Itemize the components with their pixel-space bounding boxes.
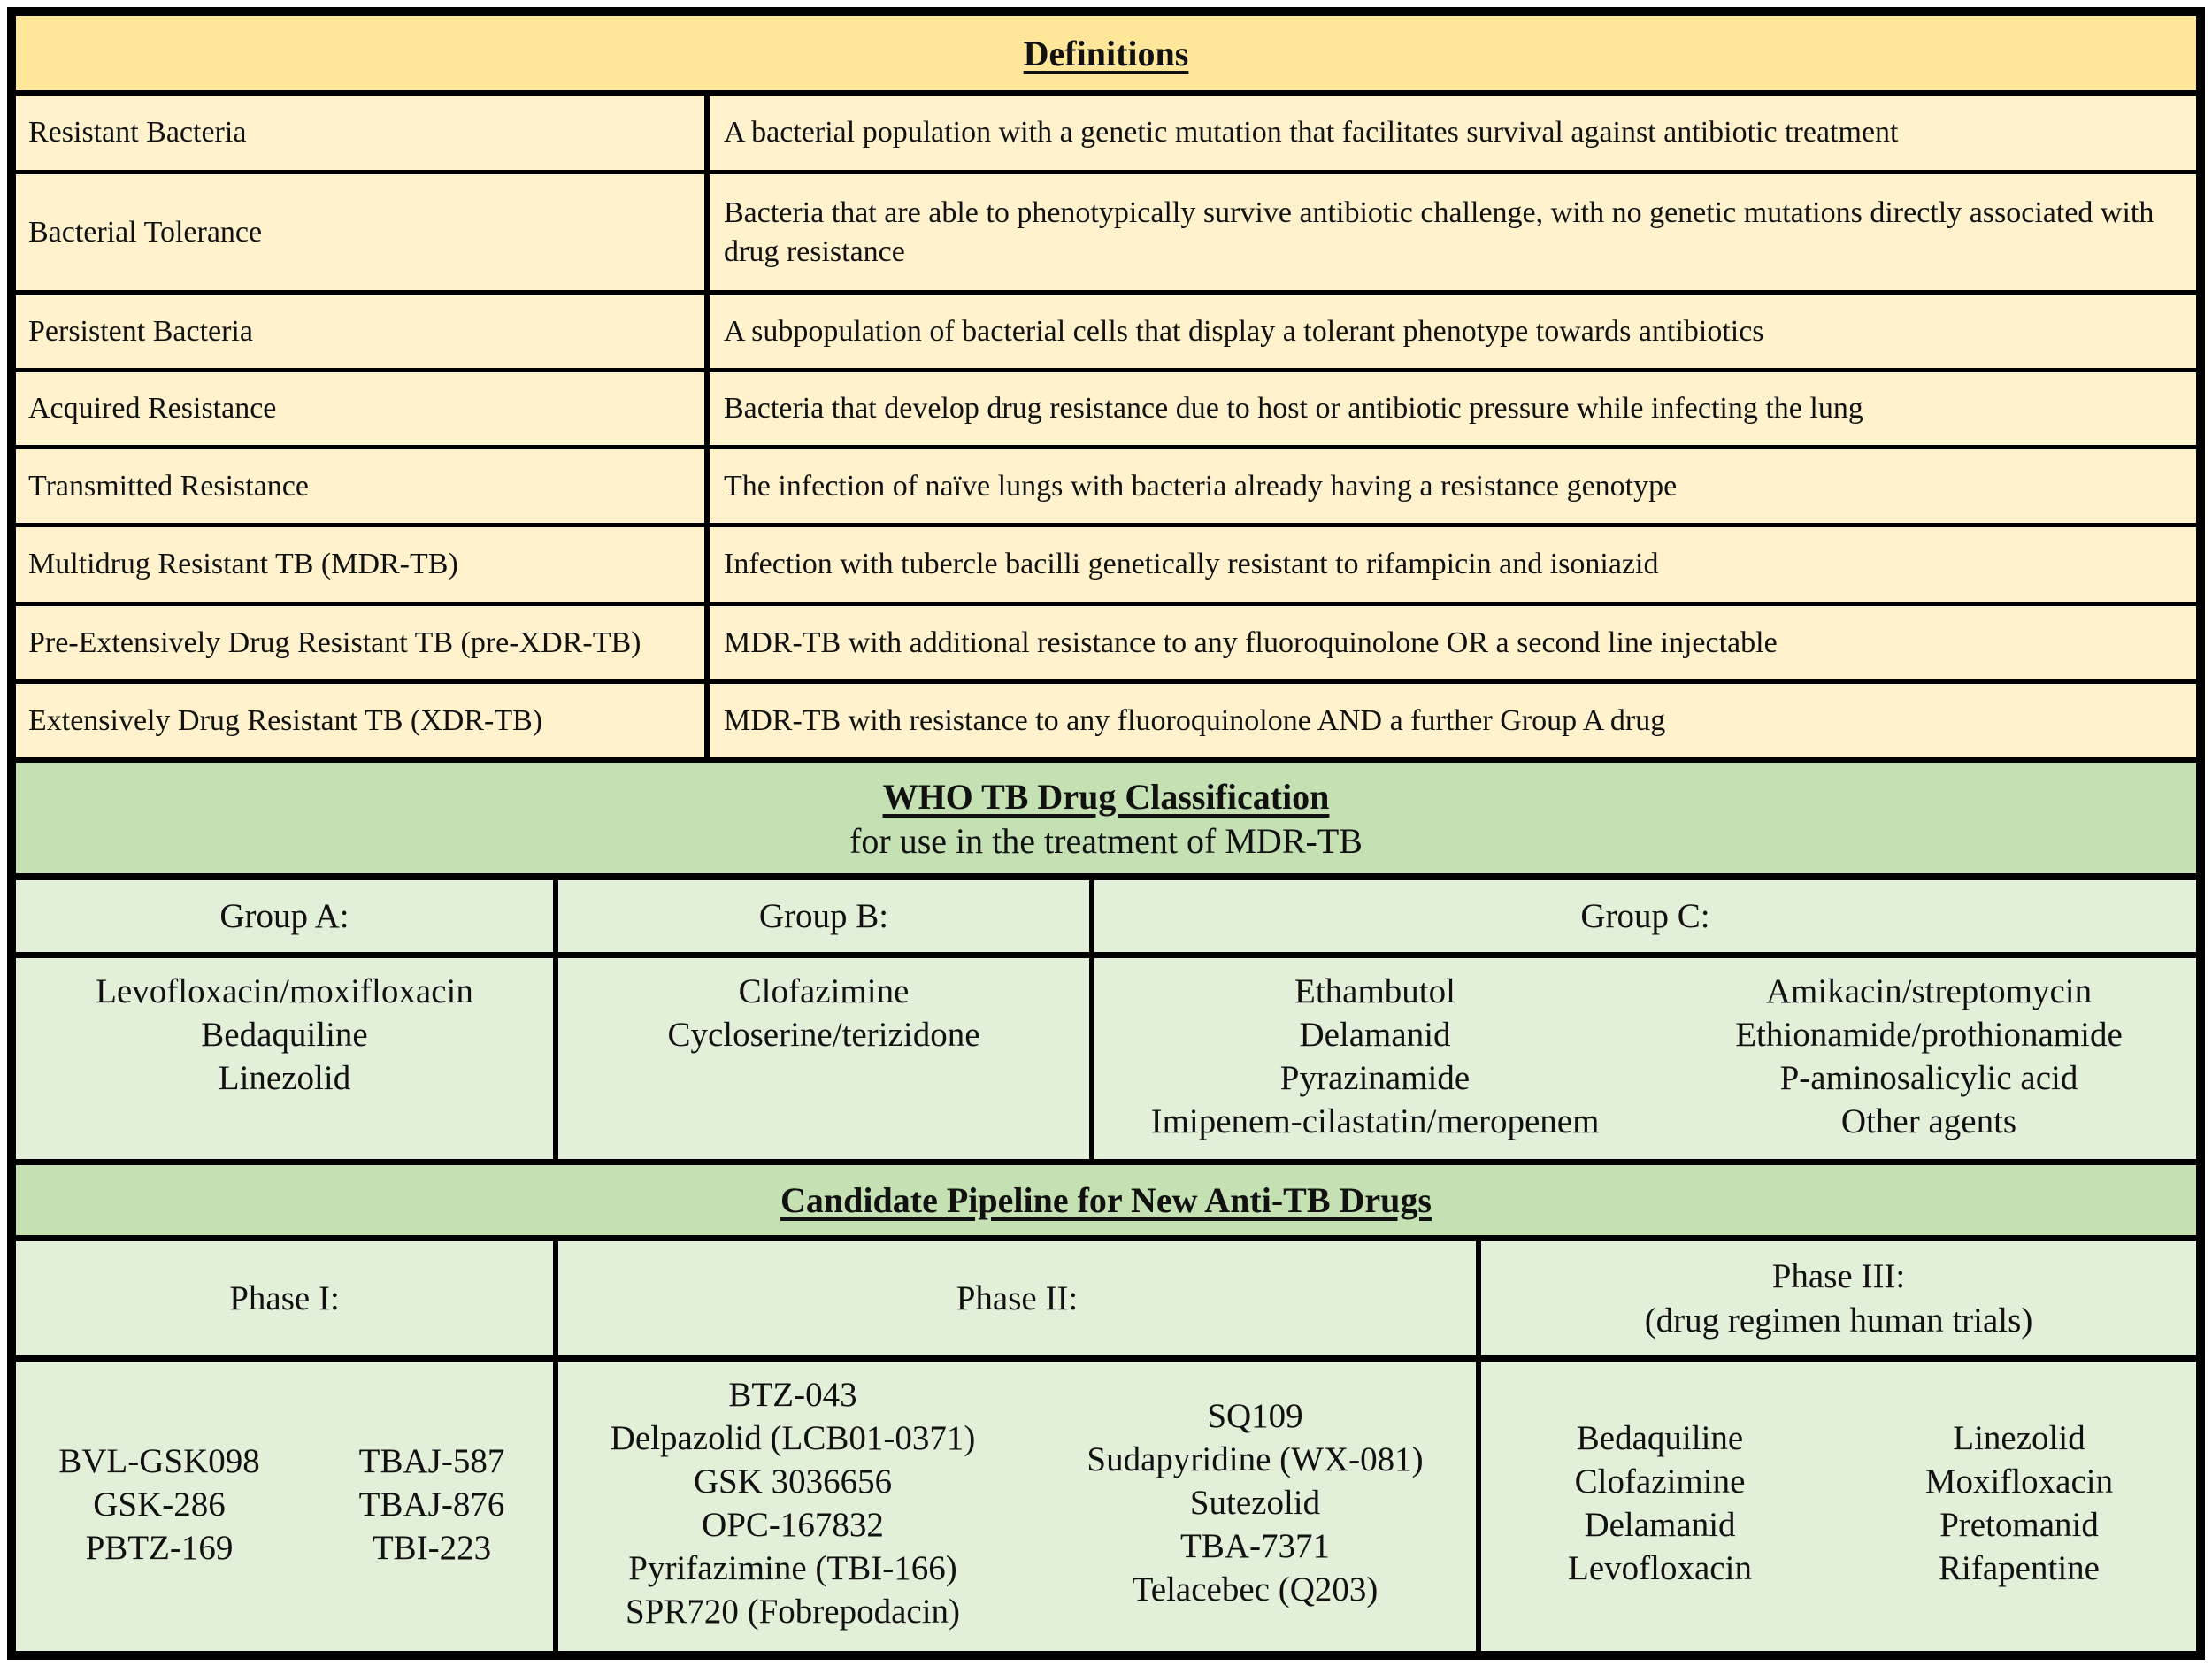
drug-item: Imipenem-cilastatin/meropenem: [1150, 1102, 1600, 1140]
drug-item: P-aminosalicylic acid: [1779, 1059, 2078, 1097]
definition-term: Resistant Bacteria: [16, 96, 704, 170]
drug-item: Pyrazinamide: [1279, 1059, 1471, 1097]
drug-item: Delamanid: [1299, 1016, 1451, 1054]
drug-item: Pyrifazimine (TBI-166): [628, 1549, 957, 1587]
phase-2-drugs-left: [567, 1373, 1018, 1633]
group-c-body: [1094, 958, 2196, 1159]
definition-term: Acquired Resistance: [16, 372, 704, 445]
group-c-header: [1094, 880, 2196, 952]
group-a-header: [16, 880, 553, 952]
drug-item: Levofloxacin/moxifloxacin: [96, 972, 473, 1010]
drug-item: TBAJ-587: [358, 1442, 505, 1480]
phase-3-header: [1481, 1241, 2196, 1355]
who-title: WHO TB Drug Classification: [882, 776, 1330, 817]
drug-item: Clofazimine: [738, 972, 910, 1010]
drug-item: Delamanid: [1584, 1506, 1736, 1544]
definition-term: Multidrug Resistant TB (MDR-TB): [16, 527, 704, 602]
pipeline-title: Candidate Pipeline for New Anti-TB Drugs: [780, 1180, 1432, 1220]
phase-3-body: [1481, 1362, 2196, 1651]
drug-item: TBAJ-876: [358, 1486, 505, 1524]
group-b-header: [558, 880, 1089, 952]
drug-item: SQ109: [1207, 1397, 1303, 1435]
drug-item: Sudapyridine (WX-081): [1087, 1440, 1424, 1478]
drug-item: BTZ-043: [728, 1376, 857, 1414]
phase-1-drugs-right: [308, 1440, 556, 1570]
phase-1-body: [16, 1362, 553, 1651]
drug-item: GSK 3036656: [693, 1463, 893, 1501]
drug-item: TBI-223: [372, 1529, 492, 1567]
group-c-drugs-right: [1655, 970, 2202, 1143]
drug-item: Amikacin/streptomycin: [1765, 972, 2093, 1010]
group-c-drugs-left: [1094, 970, 1655, 1143]
drug-item: Rifapentine: [1939, 1549, 2100, 1587]
drug-item: PBTZ-169: [85, 1529, 234, 1567]
group-a-drugs: [16, 970, 553, 1100]
definition-term: Pre-Extensively Drug Resistant TB (pre-XDR-TB): [16, 606, 704, 679]
drug-item: Telacebec (Q203): [1132, 1570, 1379, 1608]
drug-item: Other agents: [1840, 1102, 2017, 1140]
definition-text: MDR-TB with resistance to any fluoroquinolone AND a further Group A drug: [710, 684, 2196, 757]
drug-item: Ethambutol: [1294, 972, 1455, 1010]
group-a-label: Group A:: [219, 896, 349, 935]
drug-item: Bedaquiline: [1576, 1419, 1744, 1457]
definition-term: Persistent Bacteria: [16, 295, 704, 368]
group-b-drugs: [558, 970, 1089, 1056]
pipeline-header: [16, 1165, 2196, 1235]
drug-item: Linezolid: [218, 1059, 351, 1097]
drug-item: GSK-286: [93, 1486, 226, 1524]
phase-3-label: Phase III:: [1771, 1256, 1906, 1295]
drug-item: Delpazolid (LCB01-0371): [610, 1419, 976, 1457]
group-a-body: [16, 958, 553, 1159]
phase-1-label: Phase I:: [229, 1278, 340, 1317]
drug-item: TBA-7371: [1180, 1527, 1330, 1565]
drug-item: Cycloserine/terizidone: [667, 1016, 980, 1054]
phase-2-body: [558, 1362, 1476, 1651]
definitions-header: [16, 16, 2196, 90]
definition-term: Extensively Drug Resistant TB (XDR-TB): [16, 684, 704, 757]
drug-item: Pretomanid: [1939, 1506, 2099, 1544]
definition-text: Bacteria that are able to phenotypically survive antibiotic challenge, with no genetic mutations directly associated with drug resistance: [710, 174, 2196, 290]
phase-3-drugs-left: [1481, 1416, 1839, 1590]
definition-term: Transmitted Resistance: [16, 449, 704, 523]
group-b-body: [558, 958, 1089, 1159]
group-c-label: Group C:: [1580, 896, 1710, 935]
phase-3-drugs-right: [1842, 1416, 2196, 1590]
drug-item: Ethionamide/prothionamide: [1735, 1016, 2123, 1054]
definition-text: Infection with tubercle bacilli genetically resistant to rifampicin and isoniazid: [710, 527, 2196, 602]
phase-2-header: [558, 1241, 1476, 1355]
drug-item: Sutezolid: [1189, 1484, 1321, 1522]
definition-text: Bacteria that develop drug resistance due to host or antibiotic pressure while infecting the lung: [710, 372, 2196, 445]
who-header: [16, 763, 2196, 873]
drug-item: BVL-GSK098: [58, 1442, 260, 1480]
drug-item: Bedaquiline: [201, 1016, 368, 1054]
phase-2-drugs-right: [1027, 1394, 1483, 1611]
definition-term: Bacterial Tolerance: [16, 174, 704, 290]
phase-1-header: [16, 1241, 553, 1355]
phase-3-sublabel: (drug regimen human trials): [1644, 1301, 2033, 1340]
drug-item: Moxifloxacin: [1924, 1463, 2114, 1501]
definition-text: The infection of naïve lungs with bacteria already having a resistance genotype: [710, 449, 2196, 523]
definition-text: MDR-TB with additional resistance to any fluoroquinolone OR a second line injectable: [710, 606, 2196, 679]
definitions-title: Definitions: [1023, 33, 1189, 73]
drug-item: OPC-167832: [702, 1506, 884, 1544]
definition-text: A subpopulation of bacterial cells that display a tolerant phenotype towards antibiotics: [710, 295, 2196, 368]
who-subtitle: for use in the treatment of MDR-TB: [849, 820, 1363, 861]
drug-item: Linezolid: [1953, 1419, 2085, 1457]
phase-2-label: Phase II:: [956, 1278, 1079, 1317]
drug-item: Clofazimine: [1574, 1463, 1746, 1501]
definition-text: A bacterial population with a genetic mutation that facilitates survival against antibiotic treatment: [710, 96, 2196, 170]
drug-item: Levofloxacin: [1568, 1549, 1752, 1587]
drug-item: SPR720 (Fobrepodacin): [625, 1593, 961, 1631]
phase-1-drugs-left: [27, 1440, 292, 1570]
group-b-label: Group B:: [758, 896, 889, 935]
